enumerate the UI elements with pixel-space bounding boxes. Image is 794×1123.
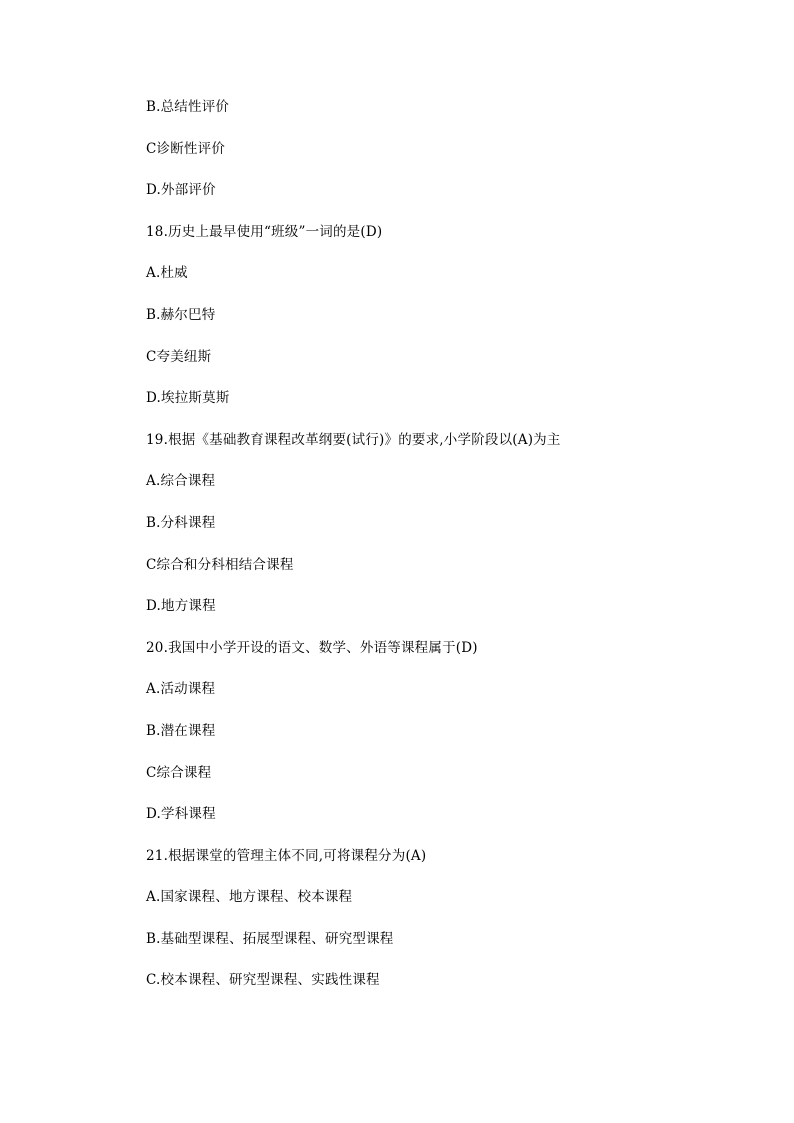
option-line: C综合课程 xyxy=(146,764,212,781)
question-line: 18.历史上最早使用“班级”一词的是(D) xyxy=(146,223,383,240)
option-line: C诊断性评价 xyxy=(146,140,226,157)
option-line: A.综合课程 xyxy=(146,473,216,490)
option-line: A.活动课程 xyxy=(146,681,216,698)
option-line: C综合和分科相结合课程 xyxy=(146,556,294,573)
option-line: A.杜威 xyxy=(146,265,188,282)
question-line: 19.根据《基础教育课程改革纲要(试行)》的要求,小学阶段以(A)为主 xyxy=(146,431,561,448)
option-line: B.基础型课程、拓展型课程、研究型课程 xyxy=(146,930,394,947)
text-body xyxy=(146,97,746,1012)
option-line: A.国家课程、地方课程、校本课程 xyxy=(146,889,353,906)
option-line: B.分科课程 xyxy=(146,514,216,531)
question-line: 21.根据课堂的管理主体不同,可将课程分为(A) xyxy=(146,847,427,864)
option-line: B.赫尔巴特 xyxy=(146,306,216,323)
option-line: B.潜在课程 xyxy=(146,722,216,739)
option-line: D.地方课程 xyxy=(146,598,216,615)
option-line: C夸美纽斯 xyxy=(146,348,212,365)
option-line: D.埃拉斯莫斯 xyxy=(146,390,230,407)
option-line: B.总结性评价 xyxy=(146,99,230,115)
option-line: C.校本课程、研究型课程、实践性课程 xyxy=(146,972,380,989)
question-line: 20.我国中小学开设的语文、数学、外语等课程属于(D) xyxy=(146,639,478,656)
option-line: D.学科课程 xyxy=(146,806,216,823)
option-line: D.外部评价 xyxy=(146,182,216,199)
